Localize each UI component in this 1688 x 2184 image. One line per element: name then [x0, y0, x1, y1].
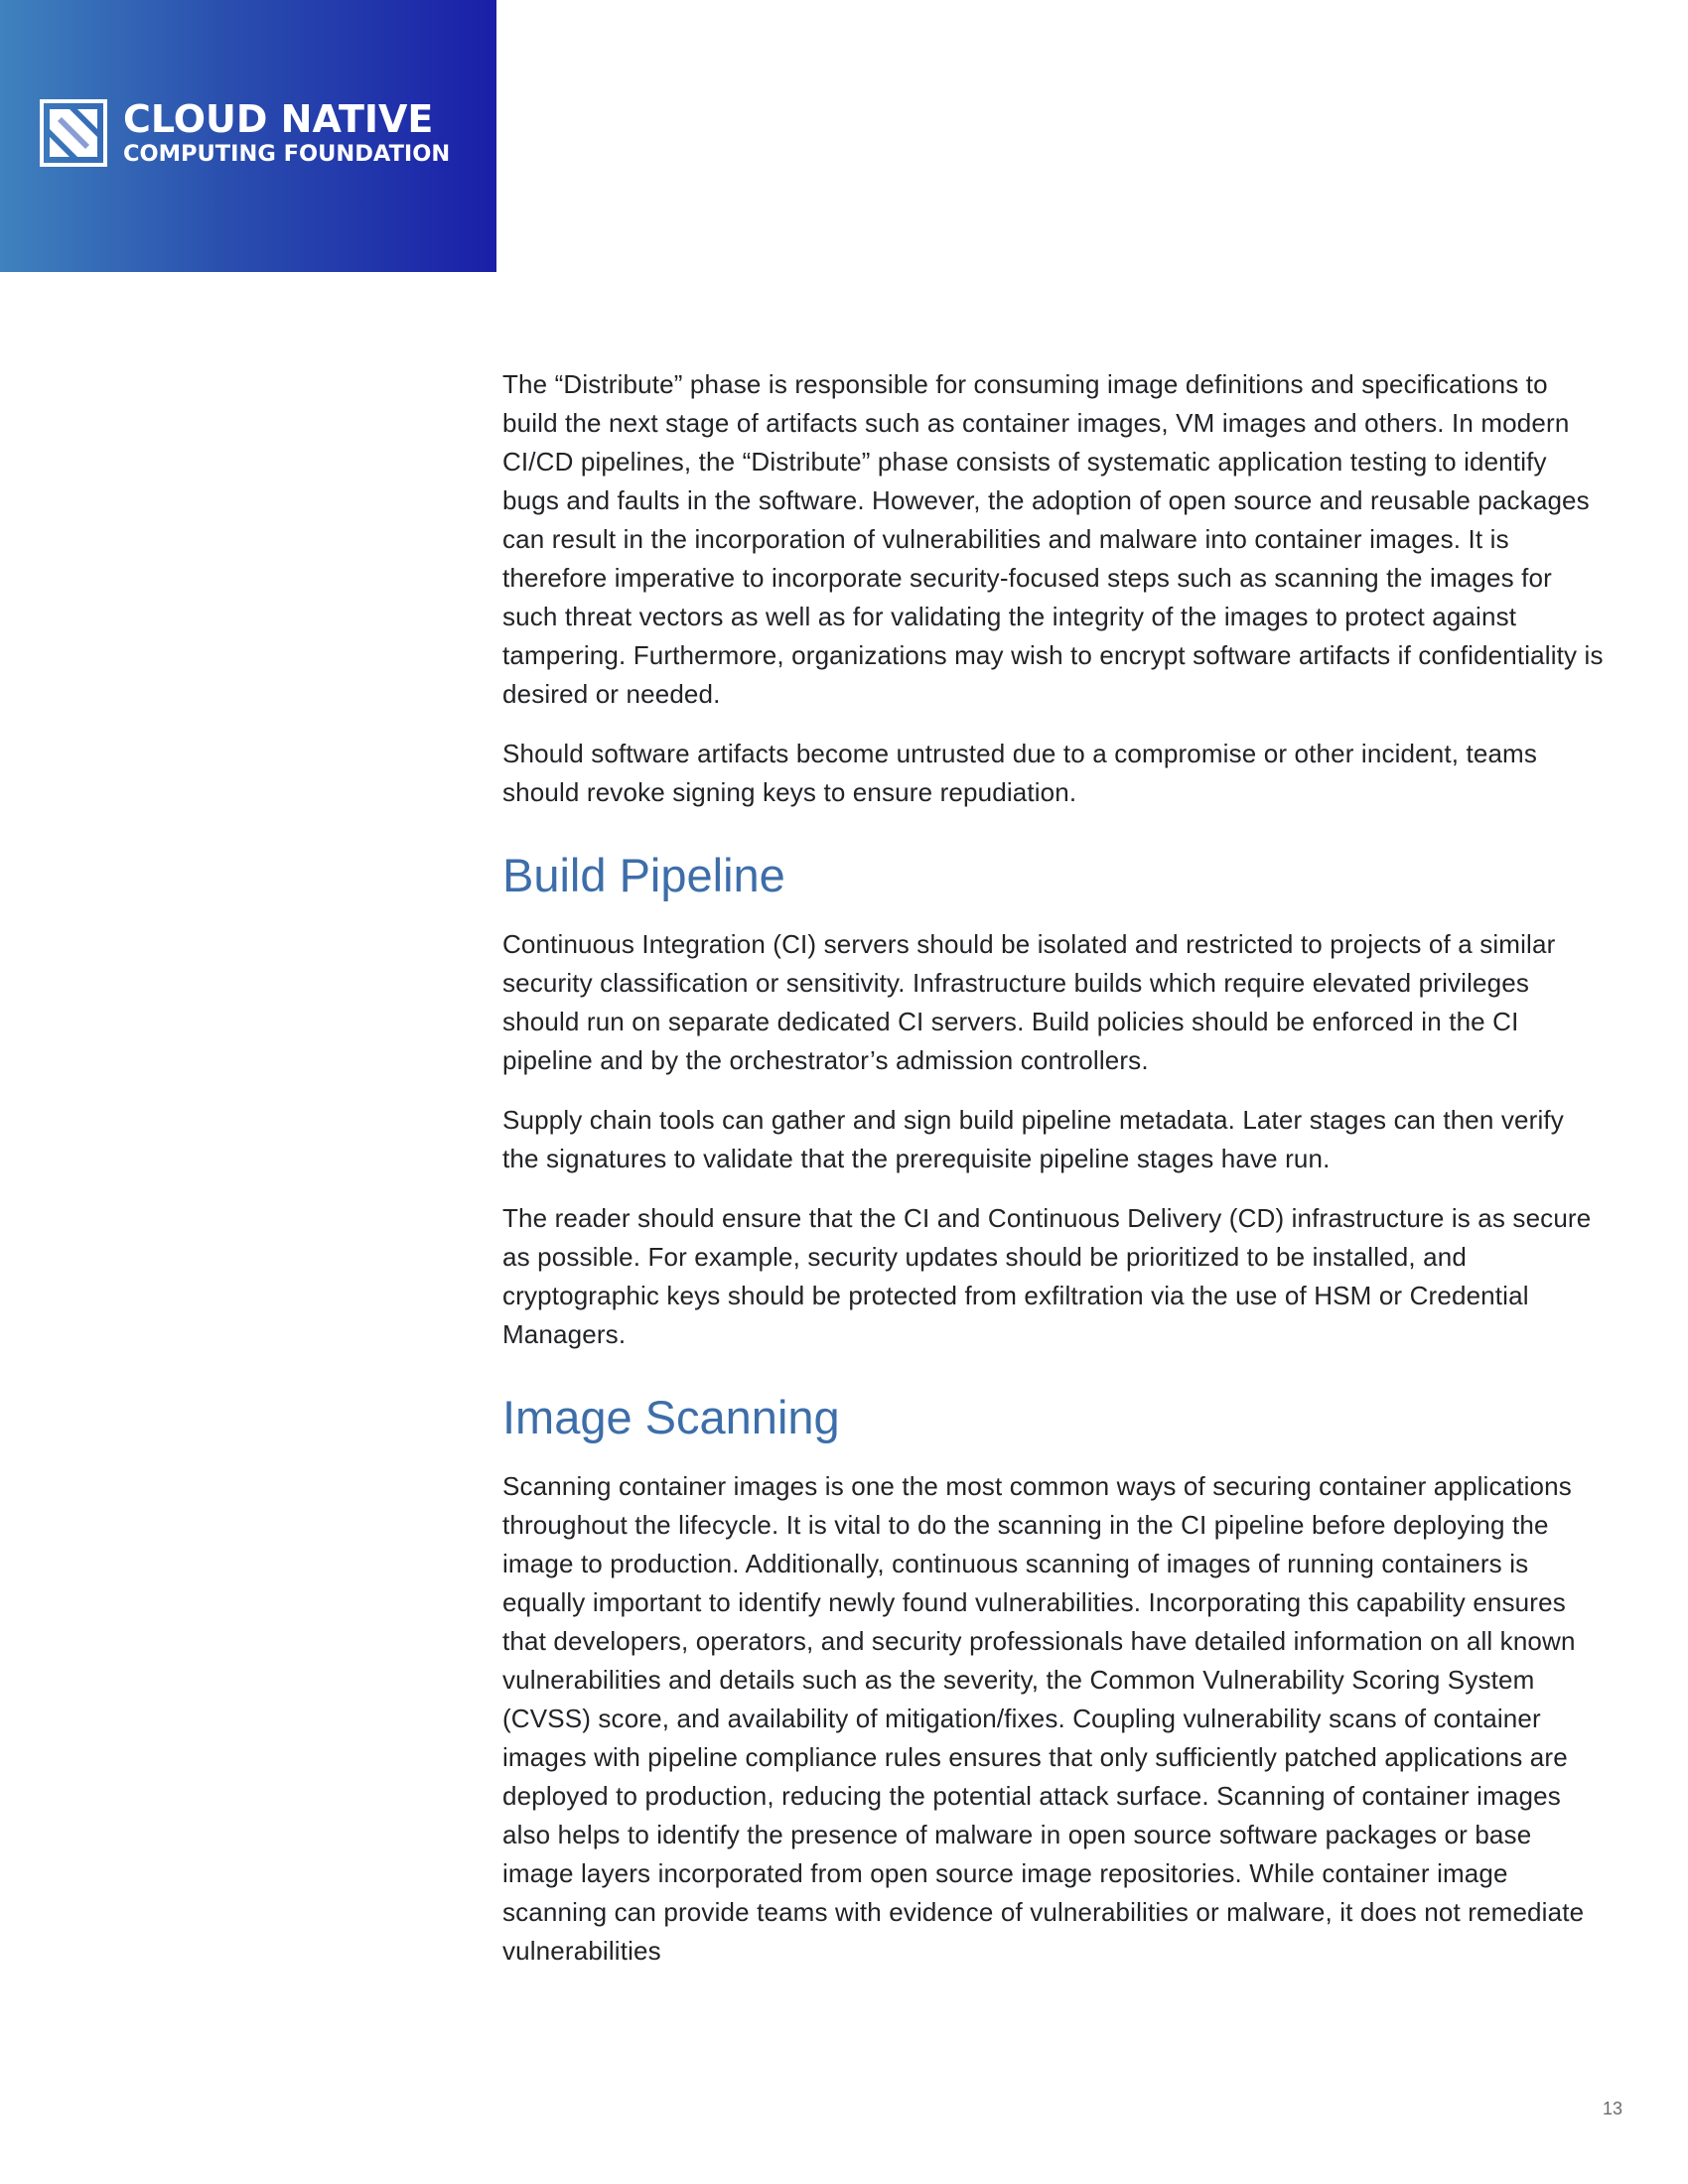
main-content [502, 365, 1605, 1991]
cncf-logo [40, 99, 450, 167]
image-scanning-paragraph-1: Scanning container images is one the most common ways of securing container applications throughout the lifecycle. It is vital to do the scanning in the CI pipeline before deploying the image to production. Additionally, continuous scanning of images of running containers is equally important to identify newly found vulnerabilities. Incorporating this capability ensures that developers, operators, and security professionals have detailed information on all known vulnerabilities and details such as the severity, the Common Vulnerability Scoring System (CVSS) score, and availability of mitigation/fixes. Coupling vulnerability scans of container images with pipeline compliance rules ensures that only sufficiently patched applications are deployed to production, reducing the potential attack surface. Scanning of container images also helps to identify the presence of malware in open source software packages or base image layers incorporated from open source image repositories. While container image scanning can provide teams with evidence of vulnerabilities or malware, it does not remediate vulnerabilities [502, 1471, 1585, 1966]
image-scanning-heading: Image Scanning [502, 1391, 840, 1443]
cncf-logo-icon [40, 99, 107, 167]
build-pipeline-paragraph-3: The reader should ensure that the CI and Continuous Delivery (CD) infrastructure is as secure as possible. For example, security updates should be prioritized to be installed, and cryptographic keys should be protected from exfiltration via the use of HSM or Credential Managers. [502, 1203, 1592, 1349]
intro-paragraph-1: The “Distribute” phase is responsible for consuming image definitions and specifications to build the next stage of artifacts such as container images, VM images and others. In modern CI/CD pipelines, the “Distribute” phase consists of systematic application testing to identify bugs and faults in the software. However, the adoption of open source and reusable packages can result in the incorporation of vulnerabilities and malware into container images. It is therefore imperative to incorporate security-focused steps such as scanning the images for such threat vectors as well as for validating the integrity of the images to protect against tampering. Furthermore, organizations may wish to encrypt software artifacts if confidentiality is desired or needed. [502, 369, 1604, 709]
header-banner [0, 0, 496, 272]
build-pipeline-heading: Build Pipeline [502, 849, 785, 901]
build-pipeline-paragraph-2: Supply chain tools can gather and sign build pipeline metadata. Later stages can then verify the signatures to validate that the prerequisite pipeline stages have run. [502, 1105, 1564, 1173]
logo-line2: COMPUTING FOUNDATION [123, 141, 451, 168]
logo-line1: CLOUD NATIVE [123, 97, 434, 142]
intro-paragraph-2: Should software artifacts become untrusted due to a compromise or other incident, teams should revoke signing keys to ensure repudiation. [502, 739, 1538, 807]
page-number: 13 [1603, 2099, 1623, 2118]
build-pipeline-paragraph-1: Continuous Integration (CI) servers should be isolated and restricted to projects of a similar security classification or sensitivity. Infrastructure builds which require elevated privileges should run on separate dedicated CI servers. Build policies should be enforced in the CI pipeline and by the orchestrator’s admission controllers. [502, 929, 1556, 1075]
